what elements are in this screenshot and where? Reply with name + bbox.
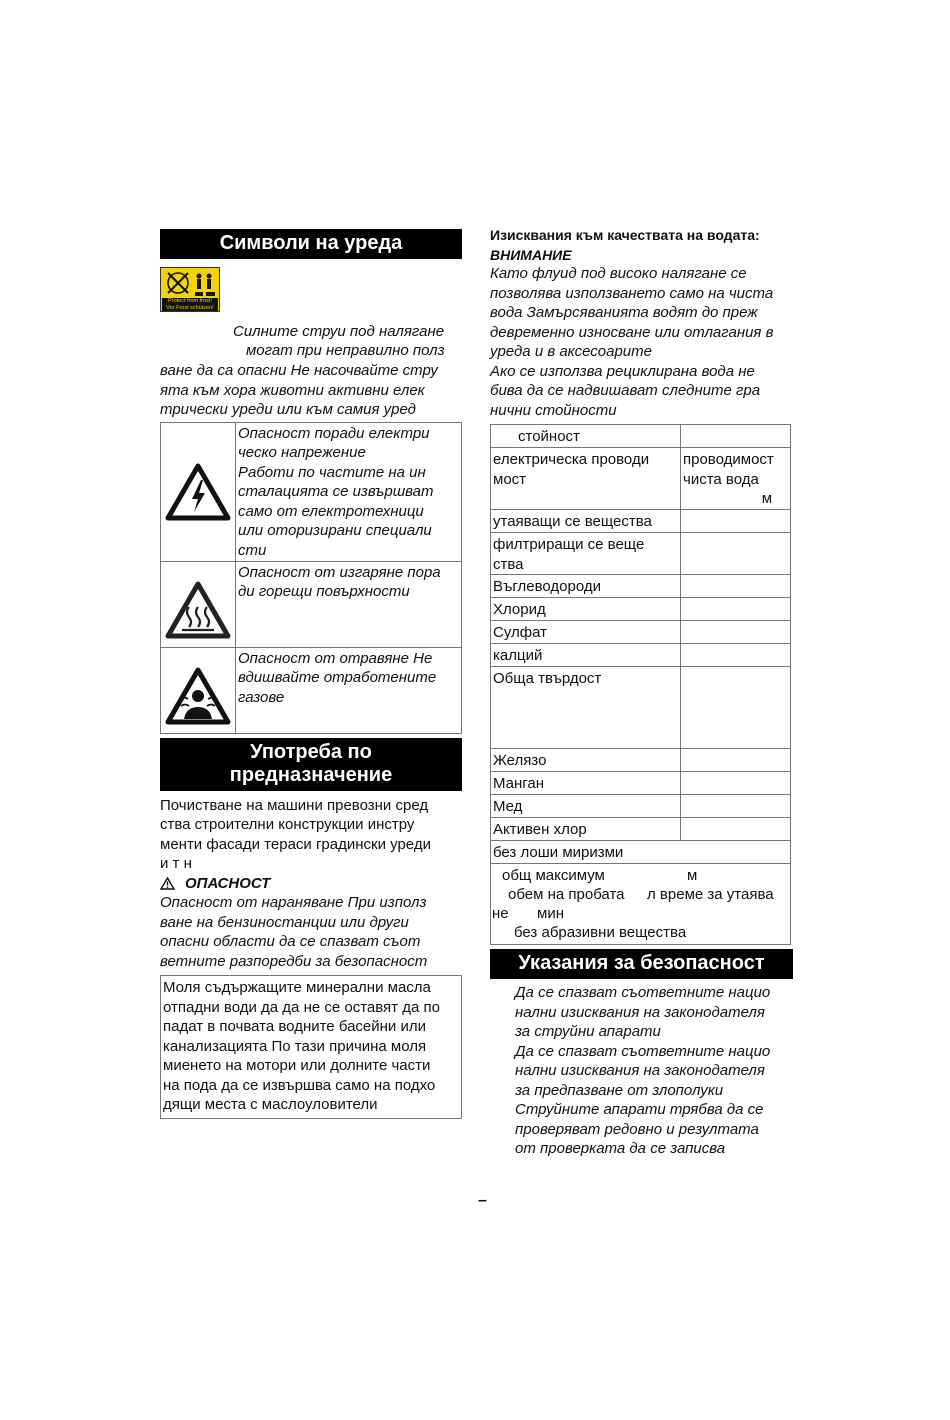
text-line: газове — [238, 688, 285, 706]
table-param-cell — [491, 533, 681, 574]
table-param-cell: Сулфат — [491, 621, 681, 643]
hazard-icon-cell — [161, 423, 236, 561]
hazard-icon-cell — [161, 562, 236, 647]
text-line: Ако се използва рециклирана вода не — [490, 362, 755, 380]
hot-surface-warning-icon — [165, 581, 231, 639]
table-row — [490, 621, 791, 644]
hazard-icon-cell — [161, 648, 236, 733]
table-header-row — [490, 424, 791, 448]
frost-protection-sign — [160, 267, 220, 312]
text-line: менти фасади тераси градински уреди — [160, 835, 431, 853]
water-quality-table — [490, 424, 791, 945]
text-line: нални изисквания на законодателя — [515, 1062, 765, 1079]
frost-sign-icon — [161, 269, 219, 299]
oil-notice-box — [160, 975, 462, 1119]
danger-label: ОПАСНОСТ — [185, 874, 271, 892]
table-row — [490, 510, 791, 533]
table-row — [490, 533, 791, 575]
table-param-cell: Манган — [491, 772, 681, 794]
text-line: падат в почвата водните басейни или — [163, 1018, 426, 1035]
table-row — [490, 795, 791, 818]
table-param-cell: Обща твърдост — [491, 667, 681, 748]
text-line: сталацията се извършват — [238, 483, 434, 500]
table-row-germs — [490, 864, 791, 945]
text-line: Опасност от изгаряне пора — [238, 563, 441, 581]
hazard-row-hot-surface — [160, 562, 462, 648]
table-row — [490, 772, 791, 795]
text-line: Опасност от отравяне Не — [238, 649, 433, 667]
table-row-conductivity — [490, 448, 791, 510]
text-line: проводимост — [683, 451, 774, 468]
text-line: и т н — [160, 855, 192, 872]
table-row — [490, 749, 791, 772]
text-line: опасни области да се спазват съот — [160, 933, 421, 950]
settling-time-label: л време за утаява — [647, 886, 774, 903]
text-line: Опасност от нараняване При използ — [160, 894, 427, 911]
intended-use-heading-line2: предназначение — [229, 763, 393, 786]
right-column — [490, 226, 793, 1159]
text-line: ства строителни конструкции инстру — [160, 816, 415, 833]
table-param-cell: калций — [491, 644, 681, 666]
text-line: вода Замърсяванията водят до преж — [490, 304, 758, 321]
table-value-cell — [681, 667, 790, 748]
table-param-cell: Въглеводороди — [491, 575, 681, 597]
table-header-value-label: стойност — [518, 428, 580, 445]
text-line: ване на бензиностанции или други — [160, 913, 409, 931]
table-param-cell: утаяващи се вещества — [491, 510, 681, 532]
text-line: бива да се надвишават следните гра — [490, 382, 761, 399]
text-line: нични стойности — [490, 401, 617, 419]
hazard-text — [236, 648, 439, 733]
text-line: мост — [493, 470, 527, 488]
text-line: само от електротехници — [238, 502, 424, 520]
table-param-cell: Активен хлор — [491, 818, 681, 840]
electric-voltage-warning-icon — [165, 463, 231, 521]
table-value-cell — [681, 448, 790, 509]
table-row — [490, 644, 791, 667]
text-line: позволява използването само на чиста — [490, 284, 774, 302]
attention-text — [490, 264, 793, 420]
table-row-no-odor: без лоши миризми — [490, 841, 791, 864]
table-param-cell: Хлорид — [491, 598, 681, 620]
frost-sign-label — [162, 298, 218, 311]
text-line: ване да са опасни Не насочвайте стру — [160, 362, 438, 379]
table-param-cell: Мед — [491, 795, 681, 817]
text-line: ята към хора животни активни елек — [160, 381, 425, 399]
text-line: Като флуид под високо налягане се — [490, 265, 747, 282]
frost-sign-line1: Protect from frost! — [168, 298, 212, 304]
text-line: ветните разпоредби за безопасност — [160, 952, 428, 970]
danger-label-row — [160, 874, 462, 894]
warning-triangle-icon — [160, 877, 175, 890]
text-line: филтриращи се веще — [493, 536, 645, 553]
safety-heading: Указания за безопасност — [490, 949, 793, 979]
table-value-cell — [681, 749, 790, 771]
text-line: отпадни води да да не се оставят да по — [163, 998, 440, 1016]
germ-total-label: общ максимум — [502, 867, 605, 884]
text-line: Опасност поради електри — [238, 424, 430, 442]
table-value-cell — [681, 598, 790, 620]
text-line: Работи по частите на ин — [238, 463, 426, 481]
table-value-cell — [681, 575, 790, 597]
text-line: девременно износване или отлагания в — [490, 323, 774, 341]
hazard-text — [236, 423, 437, 561]
danger-notice — [160, 874, 462, 972]
hazard-row-electric — [160, 422, 462, 562]
water-quality-heading: Изисквания към качествата на водата: — [490, 227, 760, 243]
text-line: Моля съдържащите минерални масла — [163, 979, 431, 996]
toxic-exhaust-warning-icon — [165, 667, 231, 725]
text-line: за струйни апарати — [515, 1023, 661, 1040]
table-row — [490, 818, 791, 841]
text-line: нални изисквания на законодателя — [515, 1003, 765, 1021]
jet-warning-line1: Силните струи под налягане — [233, 323, 445, 340]
text-line: миенето на мотори или долните части — [163, 1057, 431, 1074]
table-header-empty-cell — [681, 425, 790, 447]
text-line: електрическа проводи — [493, 451, 650, 468]
text-line: на пода да се извършва само на подхо — [163, 1076, 436, 1094]
table-row — [490, 667, 791, 749]
table-value-cell — [681, 533, 790, 574]
text-line: сти — [238, 541, 267, 559]
text-line: вдишвайте отработените — [238, 669, 437, 686]
text-line: ди горещи повърхности — [238, 583, 410, 600]
table-param-cell: Желязо — [491, 749, 681, 771]
text-line: Струйните апарати трябва да се — [515, 1101, 764, 1118]
danger-text — [160, 893, 462, 971]
sample-volume-label: обем на пробата — [508, 886, 625, 903]
jet-warning-block — [160, 267, 462, 369]
attention-label: ВНИМАНИЕ — [490, 247, 572, 263]
text-line: чиста вода — [683, 470, 759, 488]
jet-warning-continuation — [160, 361, 462, 420]
left-column — [160, 229, 462, 1119]
hazard-text — [236, 562, 444, 647]
text-line: за предпазване от злополуки — [515, 1081, 724, 1099]
hazard-row-toxic — [160, 648, 462, 734]
page-footer-dash: – — [478, 1192, 487, 1209]
germ-unit: м — [687, 867, 698, 884]
no-abrasives-label: без абразивни вещества — [514, 924, 687, 941]
text-line: ческо напрежение — [238, 444, 366, 461]
jet-warning-line2: могат при неправилно полз — [246, 342, 445, 359]
hazard-table — [160, 422, 462, 734]
text-line: уреда и в аксесоарите — [490, 343, 652, 360]
text-line: м — [761, 490, 772, 507]
table-value-cell — [681, 818, 790, 840]
text-line: Да се спазват съответните нацио — [515, 1042, 771, 1060]
text-line: Почистване на машини превозни сред — [160, 796, 429, 814]
frost-sign-line2: Vor Frost schützen! — [166, 304, 214, 311]
safety-text — [490, 983, 793, 1159]
table-value-cell — [681, 644, 790, 666]
table-value-cell — [681, 795, 790, 817]
text-line: дящи места с маслоуловители — [163, 1096, 378, 1113]
table-row — [490, 575, 791, 598]
text-line: ства — [493, 555, 524, 573]
symbols-heading: Символи на уреда — [160, 229, 462, 259]
text-line: или оторизирани специали — [238, 522, 432, 539]
text-line: от проверката да се записва — [515, 1140, 726, 1157]
intended-use-heading — [160, 738, 462, 791]
table-value-cell — [681, 772, 790, 794]
table-header-cell — [491, 425, 681, 447]
text-line: трически уреди или към самия уред — [160, 401, 416, 418]
table-param-cell — [491, 448, 681, 509]
intended-use-heading-line1: Употреба по — [250, 740, 372, 763]
intended-use-text — [160, 796, 462, 874]
text-line: проверяват редовно и резултата — [515, 1120, 759, 1138]
minutes-unit: мин — [537, 905, 564, 922]
text-line: Да се спазват съответните нацио — [515, 984, 771, 1001]
text-line: канализацията По тази причина моля — [163, 1037, 427, 1055]
settling-time-cont: не — [492, 905, 509, 922]
table-value-cell — [681, 621, 790, 643]
table-row — [490, 598, 791, 621]
table-value-cell — [681, 510, 790, 532]
